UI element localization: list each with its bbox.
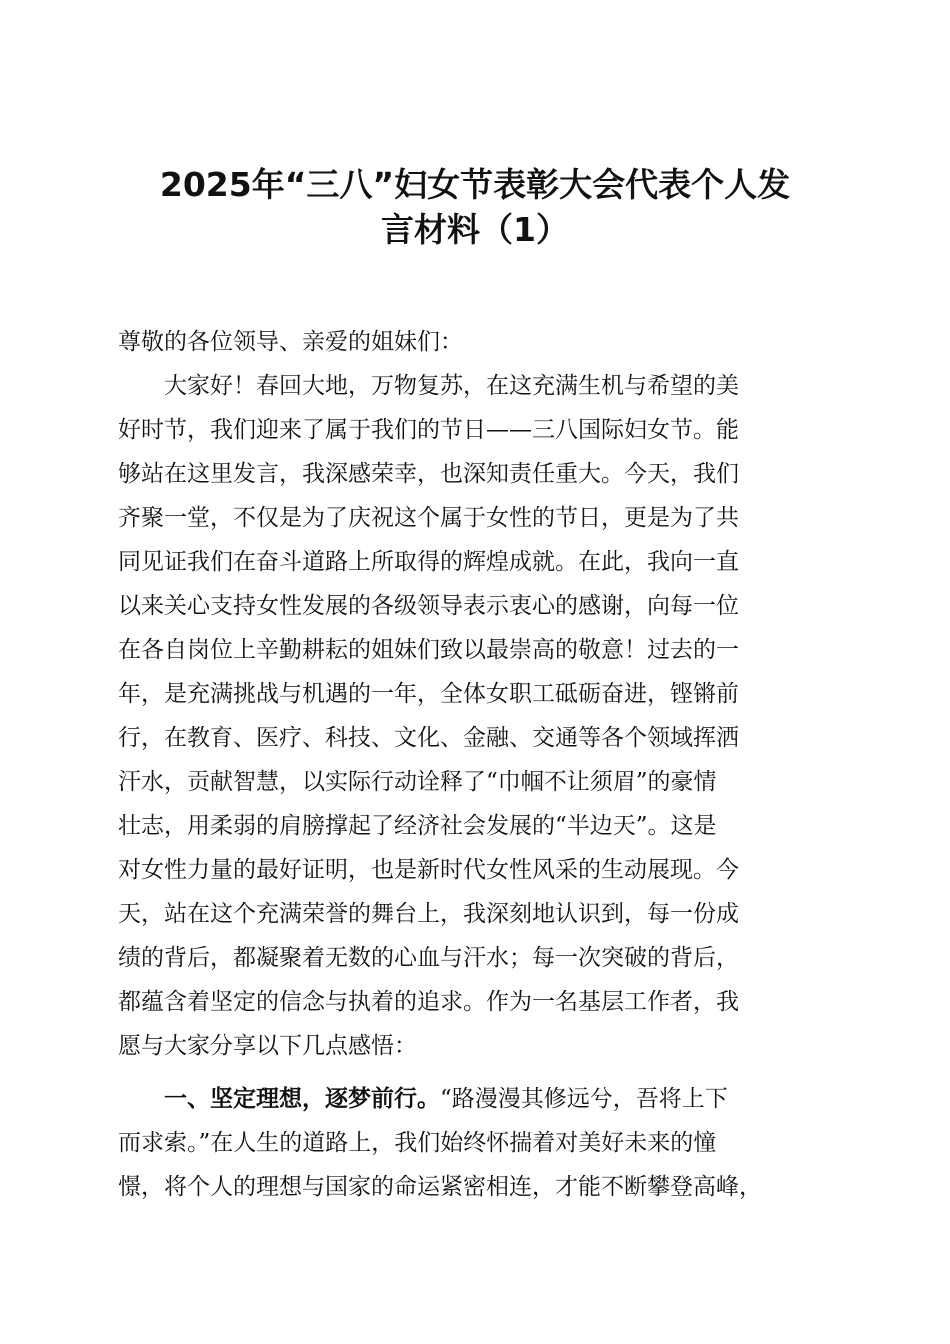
text-line: 大家好！春回大地，万物复苏，在这充满生机与希望的美 [164, 373, 739, 399]
section-1-heading: 一、坚定理想，逐梦前行。 [164, 1086, 440, 1112]
text-line: 以来关心支持女性发展的各级领导表示衷心的感谢，向每一位 [118, 593, 739, 619]
text-line: 绩的背后，都凝聚着无数的心血与汗水；每一次突破的背后， [118, 945, 739, 971]
text-line: 齐聚一堂，不仅是为了庆祝这个属于女性的节日，更是为了共 [118, 505, 739, 531]
document-title-line-1: 2025年“三八”妇女节表彰大会代表个人发 [159, 165, 791, 204]
text-line: 都蕴含着坚定的信念与执着的追求。作为一名基层工作者，我 [118, 989, 739, 1015]
document-title-line-2: 言材料（1） [381, 210, 569, 249]
text-line: 同见证我们在奋斗道路上所取得的辉煌成就。在此，我向一直 [118, 549, 739, 575]
text-line: 天，站在这个充满荣誉的舞台上，我深刻地认识到，每一份成 [118, 901, 739, 927]
text-line: 年，是充满挑战与机遇的一年，全体女职工砥砺奋进，铿锵前 [118, 681, 739, 707]
text-line: 而求索。”在人生的道路上，我们始终怀揣着对美好未来的憧 [118, 1130, 717, 1156]
text-line: 愿与大家分享以下几点感悟： [118, 1033, 417, 1059]
section-1-first-line-text: “路漫漫其修远兮，吾将上下 [440, 1086, 728, 1112]
text-line: 汗水，贡献智慧，以实际行动诠释了“巾帼不让须眉”的豪情 [118, 769, 717, 795]
section-1-first-line [164, 1079, 728, 1119]
text-line: 憬，将个人的理想与国家的命运紧密相连，才能不断攀登高峰， [118, 1174, 762, 1200]
text-line: 好时节，我们迎来了属于我们的节日——三八国际妇女节。能 [118, 417, 739, 443]
text-line: 在各自岗位上辛勤耕耘的姐妹们致以最崇高的敬意！过去的一 [118, 637, 739, 663]
text-line: 对女性力量的最好证明，也是新时代女性风采的生动展现。今 [118, 857, 739, 883]
text-line: 够站在这里发言，我深感荣幸，也深知责任重大。今天，我们 [118, 461, 739, 487]
text-line: 壮志，用柔弱的肩膀撑起了经济社会发展的“半边天”。这是 [118, 813, 717, 839]
salutation: 尊敬的各位领导、亲爱的姐妹们： [118, 329, 463, 355]
text-line: 行，在教育、医疗、科技、文化、金融、交通等各个领域挥洒 [118, 725, 739, 751]
